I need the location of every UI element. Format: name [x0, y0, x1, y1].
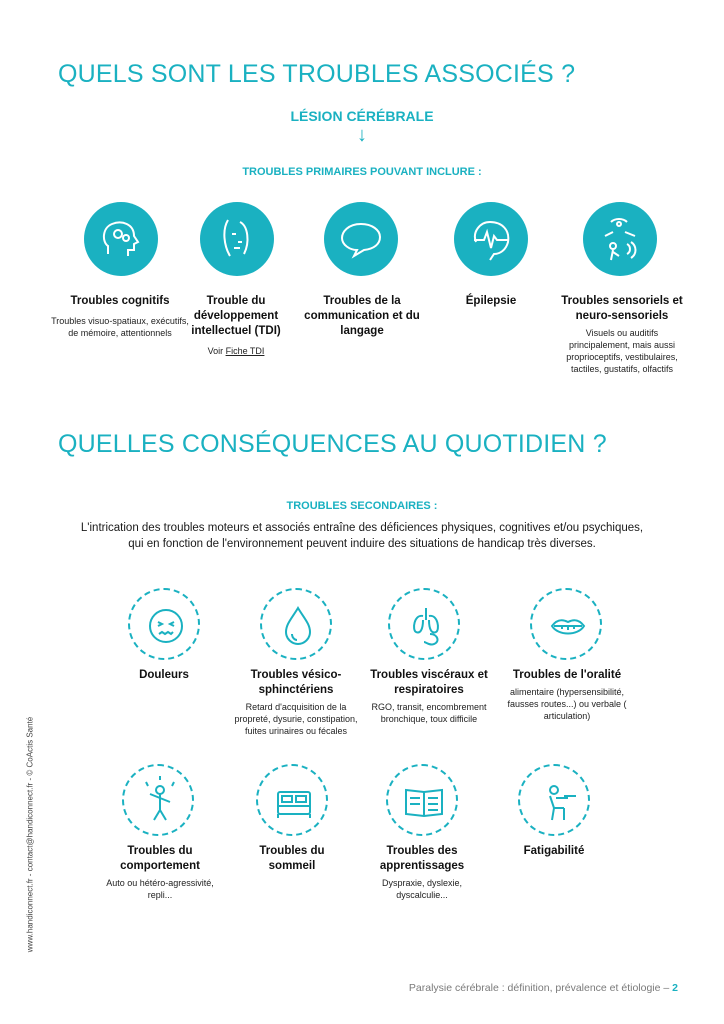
secondary-item-bladder [228, 668, 364, 737]
mouth-icon [530, 588, 602, 660]
secondary-item-behavior [96, 844, 224, 901]
secondary-title: Troubles du comportement [120, 845, 200, 872]
sidebar-credits: www.handiconnect.fr - contact@handiconnect.fr - © CoActis Santé [25, 716, 35, 953]
primary-title: Épilepsie [465, 295, 517, 307]
secondary-desc: Retard d'acquisition de la propreté, dysurie, constipation, fuites urinaires ou fécales [234, 702, 358, 736]
secondary-title: Troubles du sommeil [259, 845, 325, 872]
section-title-consequences: QUELLES CONSÉQUENCES AU QUOTIDIEN ? [58, 430, 607, 458]
primary-title: Troubles de la communication et du langage [304, 295, 420, 337]
primary-item-communication [304, 294, 420, 339]
head-gears-icon [84, 202, 158, 276]
secondary-title: Troubles des apprentissages [379, 845, 465, 872]
secondary-item-orality [500, 668, 634, 722]
secondary-desc: Dyspraxie, dyslexie, dyscalculie... [381, 878, 463, 900]
see-label: Voir [207, 346, 226, 356]
lesion-label: LÉSION CÉRÉBRALE [290, 108, 434, 124]
bed-icon [256, 764, 328, 836]
primary-desc: Troubles visuo-spatiaux, exécutifs, de mémoire, attentionnels [51, 316, 189, 338]
intro-line: qui en fonction de l'environnement peuvent induire des situations de handicap très diverses. [128, 538, 596, 550]
book-icon [386, 764, 458, 836]
speech-bubble-icon [324, 202, 398, 276]
page-footer [409, 982, 678, 994]
secondary-title: Troubles vésico-sphinctériens [250, 669, 342, 696]
agitated-person-icon [122, 764, 194, 836]
primary-item-sensory [560, 294, 684, 375]
tired-person-icon [518, 764, 590, 836]
secondary-title: Troubles viscéraux et respiratoires [370, 669, 488, 696]
secondary-heading: TROUBLES SECONDAIRES : [286, 500, 438, 512]
fiche-tdi-link[interactable]: Fiche TDI [225, 346, 265, 356]
secondary-title: Douleurs [139, 669, 189, 681]
pain-face-icon [128, 588, 200, 660]
brain-wave-icon [454, 202, 528, 276]
primary-item-cognitive [50, 294, 190, 339]
intro-line: L'intrication des troubles moteurs et associés entraîne des déficiences physiques, cognitives et/ou psychiques, [80, 522, 644, 534]
secondary-item-sleep [236, 844, 348, 874]
secondary-item-learning [362, 844, 482, 901]
lungs-stomach-icon [388, 588, 460, 660]
secondary-title: Fatigabilité [523, 845, 585, 857]
secondary-title: Troubles de l'oralité [512, 669, 622, 681]
secondary-item-fatigue [494, 844, 614, 859]
primary-item-tdi [176, 294, 296, 357]
secondary-item-visceral [364, 668, 494, 725]
down-arrow-icon: ↓ [357, 124, 367, 146]
primary-title: Troubles sensoriels et neuro-sensoriels [561, 295, 683, 322]
primary-title: Trouble du développement intellectuel (TDI) [191, 295, 281, 337]
secondary-desc: RGO, transit, encombrement bronchique, toux difficile [371, 702, 487, 724]
section-title-associated: QUELS SONT LES TROUBLES ASSOCIÉS ? [58, 60, 576, 88]
primary-desc: Visuels ou auditifs principalement, mais aussi proprioceptifs, vestibulaires, tactiles, gustatifs, olfactifs [566, 328, 678, 374]
page-number: 2 [672, 982, 678, 994]
faces-icon [200, 202, 274, 276]
footer-text: Paralysie cérébrale : définition, prévalence et étiologie – [408, 982, 673, 994]
secondary-desc: Auto ou hétéro-agressivité, repli... [106, 878, 214, 900]
secondary-item-pain [106, 668, 222, 683]
drop-icon [260, 588, 332, 660]
secondary-desc: alimentaire (hypersensibilité, fausses routes...) ou verbale ( articulation) [507, 687, 627, 721]
intro-text [0, 520, 724, 552]
primary-item-epilepsy [430, 294, 552, 309]
primary-title: Troubles cognitifs [70, 295, 170, 307]
primary-heading: TROUBLES PRIMAIRES POUVANT INCLURE : [242, 166, 482, 178]
sensory-icon [583, 202, 657, 276]
